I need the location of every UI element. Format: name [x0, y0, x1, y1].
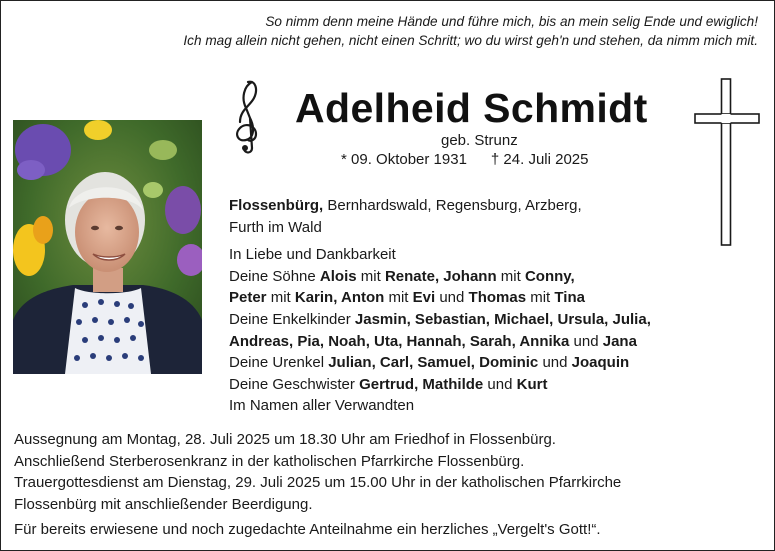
- grandchildren-line: [229, 309, 719, 331]
- connector: mit: [384, 289, 413, 307]
- mourners-list: [229, 195, 719, 417]
- great-grandchildren-prefix: Deine Urenkel: [229, 354, 329, 372]
- life-dates: [341, 151, 589, 169]
- son-name: Thomas: [468, 289, 527, 307]
- family-names: Karin, Anton: [294, 289, 385, 307]
- birth-date: * 09. Oktober 1931: [341, 151, 467, 168]
- places-rest: Bernhardswald, Regensburg, Arzberg,: [323, 197, 582, 214]
- partner-name: Tina: [554, 289, 585, 307]
- siblings-names: Gertrud, Mathilde: [359, 375, 484, 393]
- connector: mit: [266, 289, 295, 307]
- service-details: [14, 429, 764, 541]
- sons-prefix: Deine Söhne: [229, 267, 320, 285]
- places-line-2: Furth im Wald: [229, 218, 322, 236]
- partner-name: Evi: [412, 289, 436, 307]
- grandchildren-prefix: Deine Enkelkinder: [229, 310, 355, 328]
- sons-line: [229, 266, 719, 288]
- burial-line: Flossenbürg mit anschließender Beerdigung.: [14, 495, 313, 513]
- connector: und: [569, 332, 603, 350]
- siblings-prefix: Deine Geschwister: [229, 375, 360, 393]
- siblings-line: [229, 374, 719, 396]
- grandchildren-names: Jasmin, Sebastian, Michael, Ursula, Julia,: [354, 310, 651, 328]
- rosary-line: Anschließend Sterberosenkranz in der katholischen Pfarrkirche Flossenbürg.: [14, 452, 525, 470]
- quote-line-1: So nimm denn meine Hände und führe mich, bis an mein selig Ende und ewiglich!: [265, 14, 758, 29]
- connector: mit: [496, 267, 525, 285]
- place-primary: Flossenbürg,: [229, 197, 324, 214]
- great-grandchildren-names: Julian, Carl, Samuel, Dominic: [328, 354, 539, 372]
- family-names: Renate, Johann: [384, 267, 497, 285]
- connector: mit: [526, 289, 555, 307]
- great-grandchild-name: Joaquin: [571, 354, 630, 372]
- sibling-name: Kurt: [516, 375, 548, 393]
- closing-line: Im Namen aller Verwandten: [229, 397, 415, 415]
- intro-line: In Liebe und Dankbarkeit: [229, 246, 396, 264]
- grandchildren-names: Andreas, Pia, Noah, Uta, Hannah, Sarah, Annika: [229, 332, 570, 350]
- death-date: † 24. Juli 2025: [490, 151, 589, 168]
- son-name: Alois: [319, 267, 357, 285]
- grandchildren-line-2: [229, 331, 719, 353]
- portrait-photo: [13, 120, 202, 374]
- connector: und: [483, 375, 517, 393]
- connector: und: [538, 354, 572, 372]
- service-line: Trauergottesdienst am Dienstag, 29. Juli 2025 um 15.00 Uhr in der katholischen Pfarrkirche: [14, 474, 622, 492]
- grandchild-name: Jana: [602, 332, 637, 350]
- quote-line-2: Ich mag allein nicht gehen, nicht einen Schritt; wo du wirst geh'n und stehen, da nimm mich mit.: [183, 33, 758, 48]
- places-line: [229, 195, 719, 217]
- epigraph-quote: [183, 12, 758, 50]
- treble-clef-icon: [228, 78, 268, 156]
- son-name: Peter: [229, 289, 267, 307]
- sons-line-2: [229, 287, 719, 309]
- blessing-line: Aussegnung am Montag, 28. Juli 2025 um 18.30 Uhr am Friedhof in Flossenbürg.: [14, 431, 556, 448]
- partner-name: Conny,: [524, 267, 575, 285]
- deceased-name: Adelheid Schmidt: [295, 85, 648, 131]
- thanks-line: Für bereits erwiesene und noch zugedachte Anteilnahme ein herzliches „Vergelt's Gott!“.: [14, 521, 601, 539]
- connector: mit: [356, 267, 385, 285]
- connector: und: [435, 289, 469, 307]
- maiden-name: geb. Strunz: [441, 132, 518, 149]
- great-grandchildren-line: [229, 352, 719, 374]
